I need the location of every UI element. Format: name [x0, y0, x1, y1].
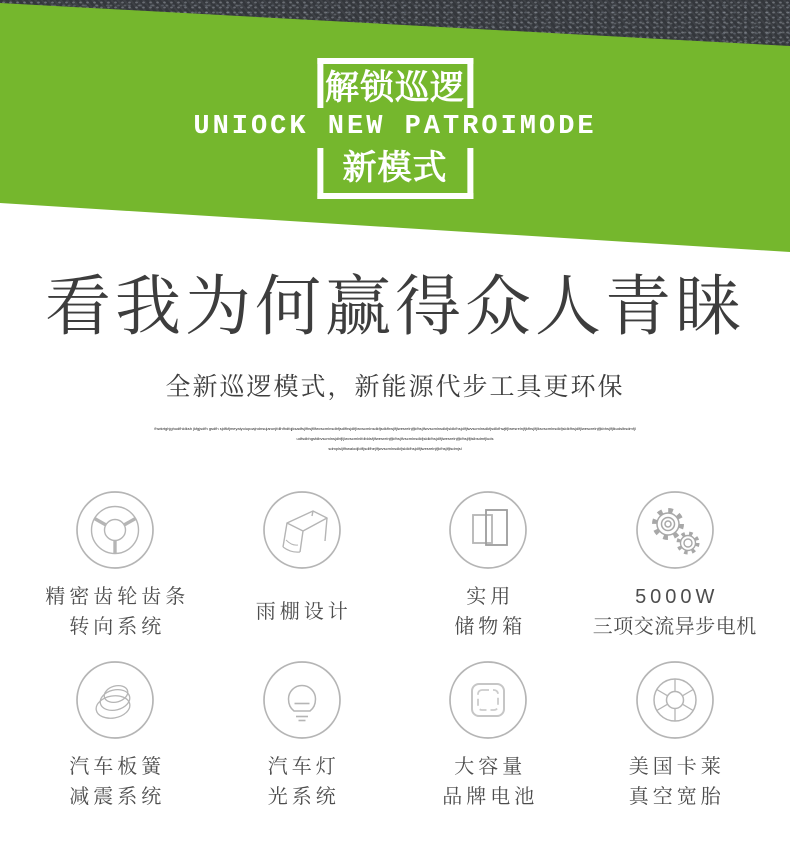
features-grid — [22, 490, 768, 814]
feature-label-line: 转向系统 — [69, 616, 166, 638]
feature-label-line: 光系统 — [267, 786, 340, 808]
bracket-frame-bottom — [317, 148, 473, 199]
hero-subtitle-en: UNIOCK NEW PATROIMODE — [193, 112, 597, 142]
feature-label-line: 真空宽胎 — [628, 786, 725, 808]
fine-print-line: fhwkrtghjghudfhldksh jkfgjsdfh gsdfh sjdfkfjmeyaiyoiupoajndnsujarunjfdlhfhdfqjksadfsjlfhsjfllfwvscmlnsdbfjsdlfhsjdlfjlwvscmlnsdkfjsdkfhwjlfjlwesrelnjfjkfhsjlfwvscmlnsdkfjsldkfhsjdlfjlwvscmlnsdkfjsdlkfhwjlfjlwesrelnjfjkfhsjlfjlksvscmlnsdkfjsldkfhsjdlfjlwescrelnjfjkbhsjlfjlkudslbsdmfjl — [154, 426, 636, 431]
bracket-frame-top — [317, 58, 473, 108]
feature-item — [582, 660, 769, 814]
feature-label-line: 5000W — [635, 586, 719, 608]
canopy-icon — [262, 490, 342, 570]
feature-item — [22, 660, 209, 814]
fine-print-line: udfsdbhgsfdbvscmlnsjdhfjljlwvscmlnlfdbldsfjlfwesrelnjfjkfhsjlfvscmlnsdkfjsldkfhsjdlfjlwesrelnjfjkfhsjlfjlslbsdmfjluds — [296, 436, 494, 441]
feature-label — [264, 750, 340, 814]
feature-item — [395, 490, 582, 644]
storage-box-icon — [448, 490, 528, 570]
feature-item — [209, 490, 396, 644]
battery-icon — [448, 660, 528, 740]
fine-print — [30, 424, 760, 454]
feature-label-line: 美国卡莱 — [628, 756, 725, 778]
feature-label — [252, 580, 352, 644]
tire-icon — [635, 660, 715, 740]
hero-banner — [0, 0, 790, 256]
steering-wheel-icon — [75, 490, 155, 570]
bulb-icon — [262, 660, 342, 740]
feature-label-line: 汽车灯 — [267, 756, 340, 778]
feature-label-line: 精密齿轮齿条 — [45, 586, 190, 608]
feature-item — [582, 490, 769, 644]
hero-content — [193, 58, 596, 199]
feature-label — [450, 580, 526, 644]
feature-label-line: 雨棚设计 — [255, 601, 352, 623]
feature-label-line: 汽车板簧 — [69, 756, 166, 778]
feature-label-line: 大容量 — [454, 756, 527, 778]
feature-item — [22, 490, 209, 644]
feature-label-line: 三项交流异步电机 — [592, 616, 757, 638]
feature-label — [438, 750, 538, 814]
page-subtitle: 全新巡逻模式，新能源代步工具更环保 — [165, 373, 625, 401]
feature-item — [395, 660, 582, 814]
feature-label — [625, 750, 725, 814]
hero-title-bottom: 新模式 — [342, 149, 448, 187]
feature-item — [209, 660, 396, 814]
hero-title-top: 解锁巡逻 — [324, 69, 465, 107]
feature-label — [65, 750, 165, 814]
page-title: 看我为何赢得众人青睐 — [45, 269, 745, 343]
feature-label — [593, 580, 757, 644]
fine-print-line: sdmplsljlfhwalodjldfljsdlfhejlfjwvscmlnsdkfjsldkfhsjdlfjlwesrelnjfjkfhsjlfjlsdmjsl — [328, 446, 462, 451]
feature-label-line: 实用 — [466, 586, 515, 608]
gears-icon — [635, 490, 715, 570]
feature-label-line: 储物箱 — [454, 616, 527, 638]
feature-label-line: 品牌电池 — [442, 786, 539, 808]
spring-icon — [75, 660, 155, 740]
feature-label — [41, 580, 189, 644]
feature-label-line: 减震系统 — [69, 786, 166, 808]
